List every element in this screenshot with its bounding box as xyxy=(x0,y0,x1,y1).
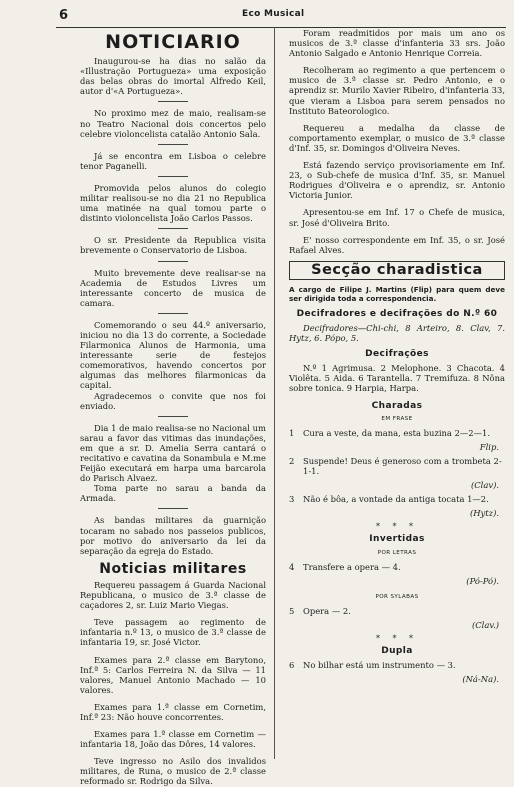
invertida-item xyxy=(289,562,505,572)
invertida-text: Opera — 2. xyxy=(303,605,351,616)
charada-text: Suspende! Deus é generoso com a trombeta 2-1-1. xyxy=(303,455,502,476)
right-column xyxy=(289,28,505,685)
invertida-number: 5 xyxy=(289,605,295,616)
charada-text: Cura a veste, da mana, esta buzina 2—2—1. xyxy=(303,427,490,438)
news-paragraph: Toma parte no sarau a banda da Armada. xyxy=(80,483,266,504)
decifracoes-text: N.º 1 Agrimusa. 2 Melophone. 3 Chacota. 4 Violêta. 5 Aida. 6 Tarantella. 7 Tremifuza. 8 Nôna sobre tonica. 9 Harpia, Harpa. xyxy=(289,363,505,394)
news-paragraph: No proximo mez de maio, realisam-se no Teatro Nacional dois concertos pelo celebre violoncelista catalão Antonio Sala. xyxy=(80,108,266,139)
military-paragraph: Exames para 1.ª classe em Cornetim — infantaria 18, João das Dôres, 14 valores. xyxy=(80,729,266,750)
dupla-item xyxy=(289,660,505,670)
page-header xyxy=(0,6,514,26)
charadas-title: Charadas xyxy=(371,400,423,411)
publication-title: Eco Musical xyxy=(242,9,305,19)
column-divider xyxy=(274,27,275,759)
news-paragraph: Muito brevemente deve realisar-se na Academia de Estudos Livres um interessante concerto de musica de camara. xyxy=(80,267,266,308)
separator xyxy=(158,228,188,229)
section-caption: A cargo de Filipe J. Martins (Flip) para quem deve ser dirigida toda a correspondencia. xyxy=(289,284,505,303)
charadistica-section-title: Secção charadistica xyxy=(289,261,505,280)
military-paragraph: Teve ingresso no Asilo dos invalidos militares, de Runa, o musico de 2.ª classe reformado sr. Rodrigo da Silva. xyxy=(80,756,266,787)
separator xyxy=(158,176,188,177)
military-paragraph: Foram readmitidos por mais um ano os musicos de 3.ª classe d'infanteria 33 srs. João Antonio Salgado e Antonio Henrique Correia. xyxy=(289,28,505,59)
military-paragraph: Exames para 2.ª classe em Barytono, Inf.ª 5: Carlos Ferreira N. da Silva — 11 valores, Manuel Antonio Machado — 10 valores. xyxy=(80,654,266,695)
military-paragraph: Exames para 1.ª classe em Cornetim, Inf.ª 23: Não houve concorrentes. xyxy=(80,701,266,722)
invertida-text: Transfere a opera — 4. xyxy=(303,561,401,572)
invertida-number: 4 xyxy=(289,561,295,572)
charada-number: 2 xyxy=(289,455,295,466)
dupla-text: No bilhar está um instrumento — 3. xyxy=(303,660,456,671)
separator xyxy=(158,144,188,145)
dupla-author: (Ná-Na). xyxy=(462,674,499,685)
decifracoes-title: Decifrações xyxy=(365,349,429,360)
noticiario-title: NOTICIARIO xyxy=(105,31,241,53)
asterism: * * * xyxy=(375,634,419,644)
news-paragraph: Promovida pelos alunos do colegio militar realisou-se no dia 21 no Republica uma matinée na qual tomou parte o distinto violoncelista João Carlos Passos. xyxy=(80,182,266,224)
decifradores-text: Decifradores—Chi-chi, 8 Arteiro, 8. Clav, 7. Hytz, 6. Pópo, 5. xyxy=(289,322,505,344)
separator xyxy=(158,313,188,314)
invertida-author: (Pó-Pó). xyxy=(466,575,499,586)
news-paragraph: O sr. Presidente da Republica visita brevemente o Conservatorio de Lisboa. xyxy=(80,235,266,256)
news-paragraph: Inaugurou-se ha dias no salão da «Illustração Portugueza» uma exposição das belas obras do imortal Alfredo Keil, autor d'«A Portugueza». xyxy=(80,56,266,97)
charada-author: (Hytz). xyxy=(469,508,499,519)
military-paragraph: Requereu a medalha da classe de comportamento exemplar, o musico de 3.ª classe d'Inf. 35, sr. Domingos d'Oliveira Neves. xyxy=(289,122,505,153)
invertidas-title: Invertidas xyxy=(369,534,425,545)
military-paragraph: Teve passagem ao regimento de infantaria n.º 13, o musico de 3.ª classe de infantaria 19, sr. José Victor. xyxy=(80,617,266,648)
invertida-item xyxy=(289,606,505,616)
news-paragraph: Dia 1 de maio realisa-se no Nacional um sarau a favor das vitimas das inundações, em que a sr. D. Amelia Serra cantará o recitativo e cavatina da Sonambula e M.me Feijão executará em harpa uma barcarola do Parisch Alvaez. xyxy=(80,422,266,484)
charada-number: 3 xyxy=(289,494,295,505)
page-number: 6 xyxy=(59,8,69,23)
news-paragraph: Já se encontra em Lisboa o celebre tenor Paganelli. xyxy=(80,150,266,171)
military-paragraph: E' nosso correspondente em Inf. 35, o sr. José Rafael Alves. xyxy=(289,234,505,255)
asterism: * * * xyxy=(375,522,419,532)
charada-item xyxy=(289,494,505,504)
charada-author: Flip. xyxy=(479,441,499,452)
em-frase-label: EM FRASE xyxy=(381,415,413,422)
military-paragraph: Recolheram ao regimento a que pertencem o musico de 3.ª classe sr. Pedro Antonio, e o aprendiz sr. Murilo Xavier Ribeiro, d'infanteria 33, que vieram a Lisboa para serem pensados no Instituto Bateorologico. xyxy=(289,65,505,116)
military-paragraph: Requereu passagem á Guarda Nacional Republicana, o musico de 3.ª classe de caçadores 2, sr. Luiz Mario Viegas. xyxy=(80,579,266,611)
military-paragraph: Apresentou-se em Inf. 17 o Chefe de musica, sr. José d'Oliveira Brito. xyxy=(289,207,505,228)
charada-number: 1 xyxy=(289,427,295,438)
news-paragraph: Comemorando o seu 44.º aniversario, iniciou no dia 13 do corrente, a Sociedade Filarmonica Alunos de Harmonia, uma interessante serie de festejos comemorativos, havendo concertos por algumas das melhores filarmonicas da capital. xyxy=(80,319,266,391)
por-sylabas-label: POR SYLABAS xyxy=(375,593,419,600)
left-column xyxy=(80,28,266,787)
separator xyxy=(158,261,188,262)
separator xyxy=(158,508,188,509)
separator xyxy=(158,101,188,102)
charada-author: (Clav). xyxy=(470,480,499,491)
separator xyxy=(158,416,188,417)
invertida-author: (Clav.) xyxy=(471,620,499,631)
military-news-title: Noticias militares xyxy=(99,560,247,577)
dupla-title: Dupla xyxy=(381,646,413,657)
charada-text: Não é bôa, a vontade da antiga tocata 1—2. xyxy=(303,494,489,505)
charada-item xyxy=(289,456,505,476)
dupla-number: 6 xyxy=(289,660,295,671)
military-paragraph: Está fazendo serviço provisoriamente em Inf. 23, o Sub-chefe de musica d'Inf. 35, sr. Manuel Rodrigues d'Oliveira e o aprendiz, sr. Antonio Victoria Junior. xyxy=(289,160,505,201)
news-paragraph: Agradecemos o convite que nos foi enviado. xyxy=(80,390,266,411)
decifradores-title: Decifradores e decifrações do N.º 60 xyxy=(296,308,498,319)
charada-item xyxy=(289,428,505,438)
por-letras-label: POR LETRAS xyxy=(377,549,417,556)
news-paragraph: As bandas militares da guarnição tocaram no sabado nos passeios publicos, por motivo do aniversario da lei da separação da egreja do Estado. xyxy=(80,515,266,556)
